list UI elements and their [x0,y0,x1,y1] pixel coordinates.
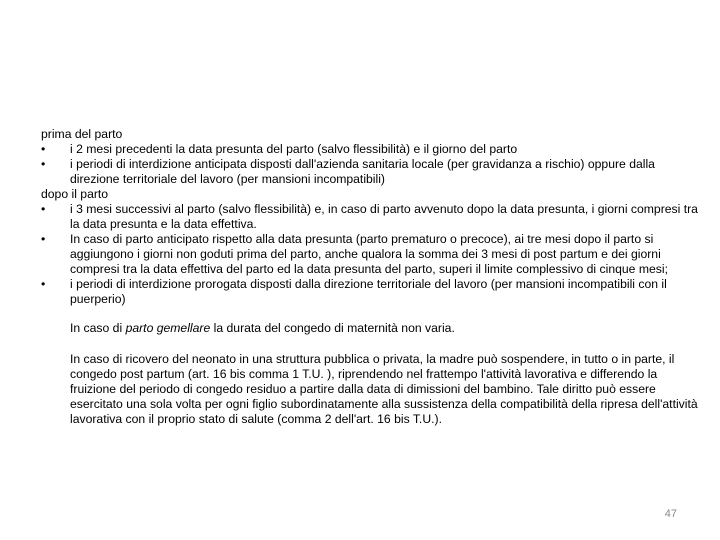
list-item-text: i 3 mesi successivi al parto (salvo flessibilità) e, in caso di parto avvenuto dopo la data presunta, i giorni compresi tra la data presunta e la data effettiva. [70,202,698,231]
bullet-icon: • [41,157,46,171]
bullet-icon: • [41,202,46,216]
bullet-icon: • [41,232,46,246]
section-heading-after-birth: dopo il parto [41,187,109,201]
bullet-icon: • [41,142,46,156]
list-item [41,202,703,232]
page-number: 47 [664,508,677,520]
list-item [41,142,703,157]
hospitalization-note: In caso di ricovero del neonato in una struttura pubblica o privata, la madre può sospendere, in tutto o in parte, il congedo post partum (art. 16 bis comma 1 T.U. ), riprendendo nel frattempo l'attività lavorativa e differendo la fruizione del periodo di congedo residuo a partire dalla data di dimissioni del bambino. Tale diritto può essere esercitato una sola volta per ogni figlio subordinatamente alla sussistenza della compatibilità della ripresa dell'attività lavorativa con il proprio stato di salute (comma 2 dell'art. 16 bis T.U.). [70,352,698,426]
section-heading-before-birth: prima del parto [41,127,123,141]
list-item-text: i 2 mesi precedenti la data presunta del parto (salvo flessibilità) e il giorno del parto [70,142,518,156]
list-item [41,157,703,187]
twin-note-prefix: In caso di [70,321,126,335]
twin-birth-note [41,321,703,336]
list-item-text: In caso di parto anticipato rispetto alla data presunta (parto prematuro o precoce), ai tre mesi dopo il parto si aggiungono i giorni non goduti prima del parto, anche qualora la somma dei 3 mesi di post partum e dei giorni compresi tra la data effettiva del parto ed la data presunta del parto, superi il limite complessivo di cinque mesi; [70,232,668,276]
list-item-text: i periodi di interdizione prorogata disposti dalla direzione territoriale del lavoro (per mansioni incompatibili con il puerperio) [70,277,667,306]
list-item [41,277,703,307]
list-item-text: i periodi di interdizione anticipata disposti dall'azienda sanitaria locale (per gravidanza a rischio) oppure dalla direzione territoriale del lavoro (per mansioni incompatibili) [70,157,655,186]
twin-note-suffix: la durata del congedo di maternità non varia. [210,321,455,335]
twin-note-emphasis: parto gemellare [125,321,211,335]
slide-body [41,127,703,427]
list-item [41,232,703,277]
bullet-icon: • [41,277,46,291]
